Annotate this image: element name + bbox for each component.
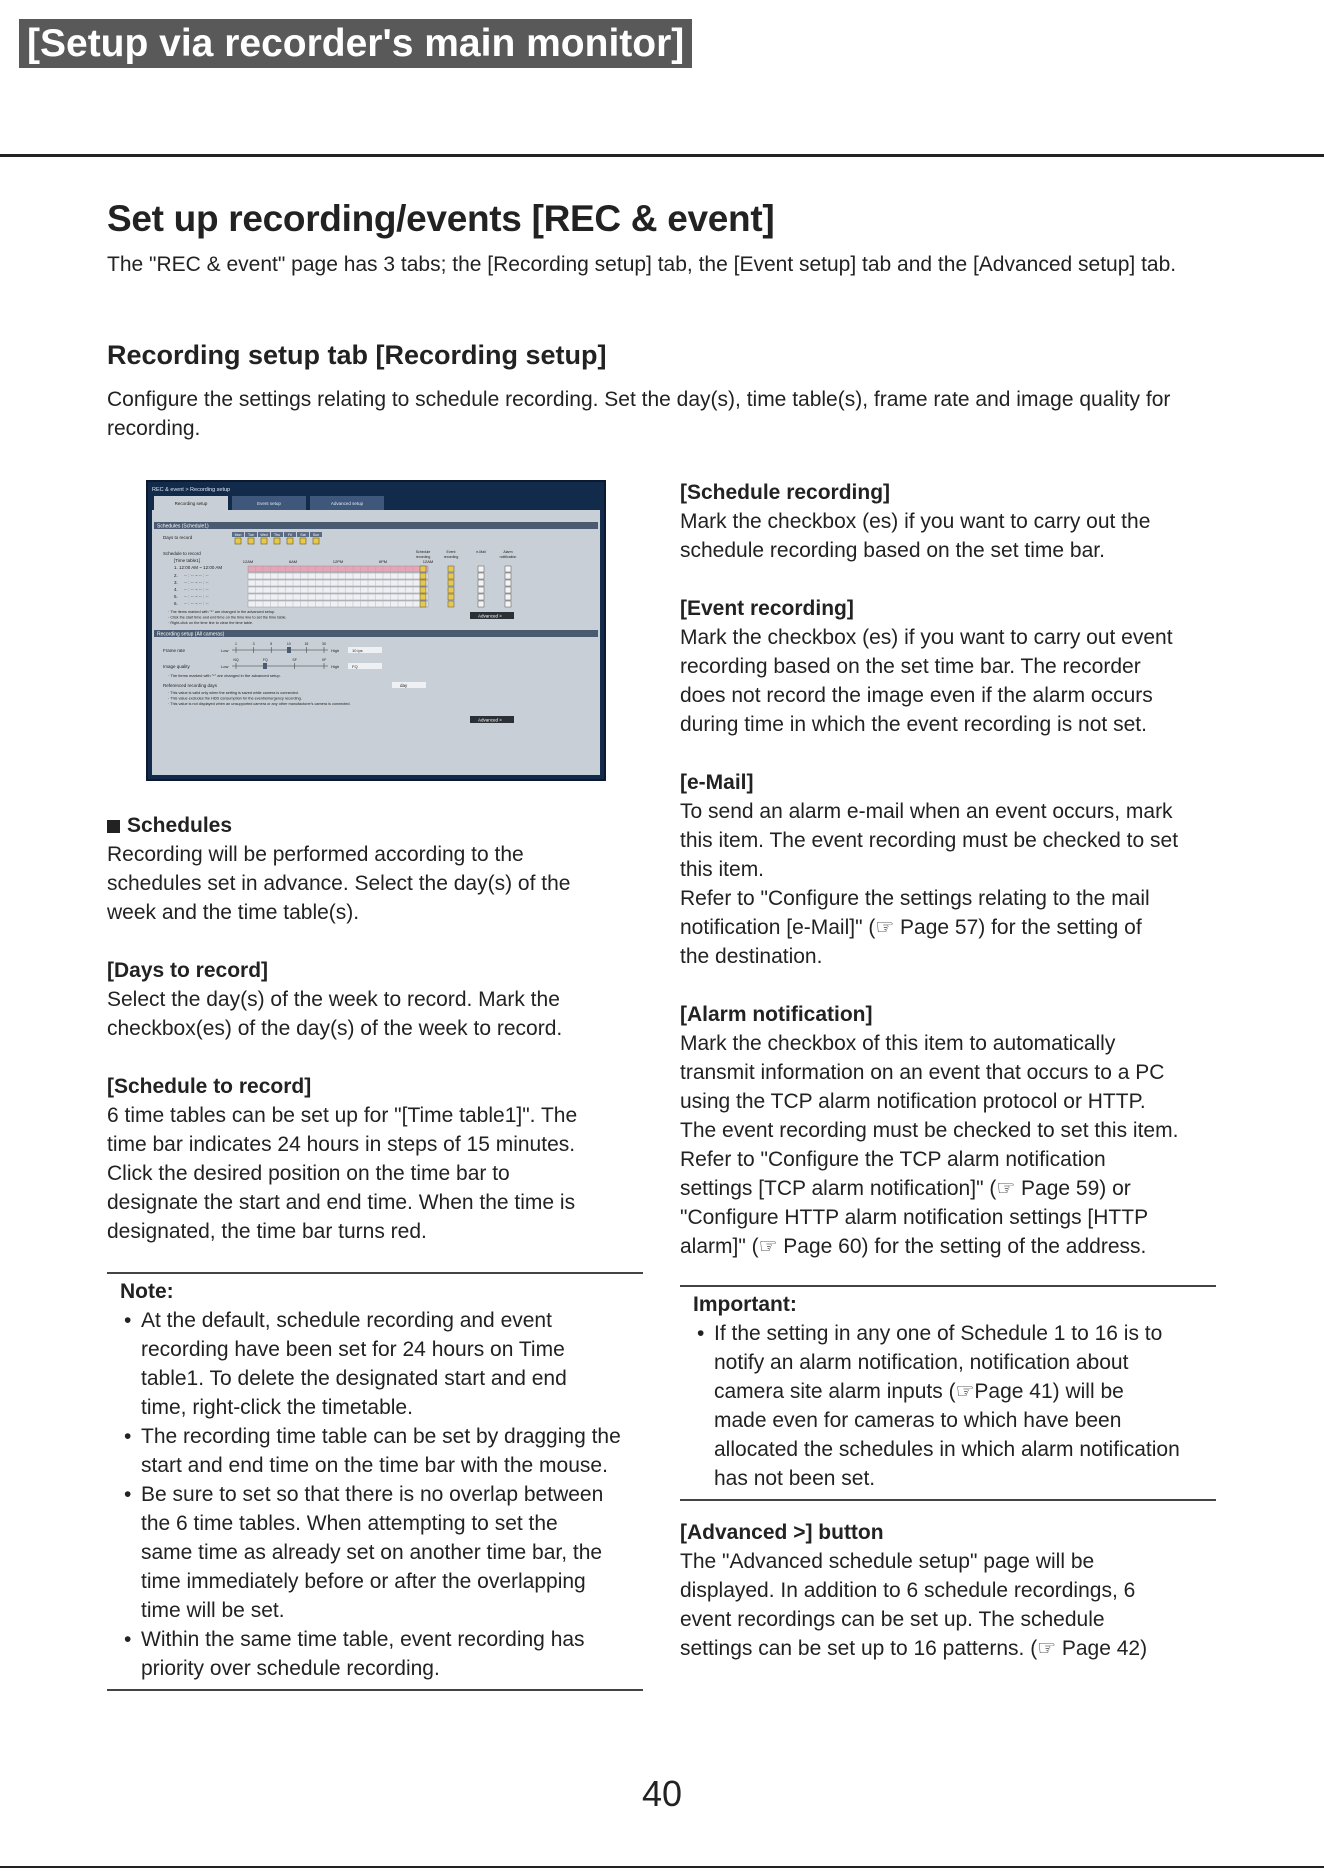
- text-line: • Be sure to set so that there is no overlap between: [141, 1483, 604, 1506]
- text-line: recording based on the set time bar. The recorder: [680, 655, 1141, 678]
- shot-tab-label: Recording setup: [174, 501, 208, 506]
- shot-schedules-header: Schedules (Schedule1): [157, 523, 209, 530]
- section-title: Recording setup tab [Recording setup]: [107, 340, 607, 370]
- text-line: using the TCP alarm notification protocol or HTTP.: [680, 1090, 1146, 1113]
- text-line: • Within the same time table, event recording has: [141, 1628, 585, 1651]
- text-line: time, right-click the timetable.: [141, 1396, 413, 1419]
- shot-note: · Click the start time and end time on the time line to set the time table.: [168, 615, 287, 620]
- shot-col-header: Alarm: [503, 550, 513, 554]
- shot-day-checkbox: [274, 538, 280, 544]
- shot-checkbox: [478, 587, 484, 593]
- shot-row-range: -- : -- ~ -- : --: [184, 594, 209, 599]
- shot-col-header: e-Mail: [476, 550, 486, 554]
- text-line: Recording will be performed according to the: [107, 843, 524, 866]
- shot-day-label: Sun: [312, 533, 320, 537]
- text-line: • The recording time table can be set by dragging the: [141, 1425, 621, 1448]
- important-label: Important:: [693, 1293, 797, 1316]
- shot-checkbox: [448, 573, 454, 579]
- shot-day-checkbox: [248, 538, 254, 544]
- shot-referenced-value: day: [400, 683, 408, 688]
- shot-day-label: Wed: [260, 533, 268, 537]
- shot-days-label: Days to record: [163, 535, 193, 540]
- list-item: [107, 1306, 643, 1422]
- shot-checkbox: [478, 594, 484, 600]
- shot-day-checkbox: [313, 538, 319, 544]
- text-line: The "Advanced schedule setup" page will be: [680, 1550, 1095, 1573]
- shot-rec-header: Recording setup (All cameras): [157, 631, 225, 638]
- shot-row-range: -- : -- ~ -- : --: [184, 580, 209, 585]
- shot-slider-tick-label: FQ: [262, 658, 268, 662]
- shot-col-header: Event: [446, 550, 456, 554]
- text-line: the 6 time tables. When attempting to set the: [141, 1512, 558, 1535]
- shot-row-range: -- : -- ~ -- : --: [184, 587, 209, 592]
- shot-time-range: 1. 12:00 AM ~ 12:00 AM: [174, 565, 223, 570]
- shot-slider-tick-label: NQ: [233, 658, 239, 662]
- chapter-header: [Setup via recorder's main monitor]: [19, 19, 692, 68]
- text-line: Mark the checkbox (es) if you want to carry out the: [680, 510, 1151, 533]
- text-line: designated, the time bar turns red.: [107, 1220, 427, 1243]
- shot-checkbox: [448, 566, 454, 572]
- shot-day-label: Sat: [300, 533, 306, 537]
- shot-ref-note: · This value is not displayed when an unsupported camera or any other manufacturer's camera is connected.: [168, 702, 351, 706]
- schedule-to-record-body: [107, 1101, 647, 1246]
- shot-axis-label: 12PM: [332, 559, 344, 564]
- note-label: Note:: [120, 1280, 174, 1303]
- shot-slider-thumb: [263, 663, 267, 669]
- text-line: this item.: [680, 858, 765, 881]
- event-recording-body: [680, 623, 1225, 739]
- text-line: made even for cameras to which have been: [714, 1409, 1122, 1432]
- shot-row-number: 3.: [174, 580, 178, 585]
- shot-checkbox: [420, 601, 426, 607]
- shot-schedule-label: Schedule to record: [163, 551, 201, 556]
- shot-note: · Right-click on the time line to clear the time table.: [168, 621, 254, 625]
- shot-slider-thumb: [287, 647, 291, 653]
- schedules-body: [107, 840, 647, 927]
- alarm-notification-body: [680, 1029, 1225, 1261]
- days-to-record-body: [107, 985, 647, 1043]
- shot-breadcrumb: REC & event > Recording setup: [152, 487, 231, 493]
- shot-col-header: recording: [415, 555, 431, 559]
- shot-checkbox: [420, 566, 426, 572]
- shot-slider-tick-label: 10: [286, 642, 291, 646]
- square-bullet-icon: [107, 820, 120, 833]
- shot-checkbox: [505, 594, 511, 600]
- left-column: [107, 811, 647, 1246]
- text-line: Refer to "Configure the settings relating to the mail: [680, 887, 1150, 910]
- text-line: schedules set in advance. Select the day(s) of the: [107, 872, 571, 895]
- page-intro: The "REC & event" page has 3 tabs; the [Recording setup] tab, the [Event setup] tab and the [Advanced setup] tab.: [107, 253, 1177, 276]
- shot-day-label: Mon: [234, 533, 242, 537]
- text-line: To send an alarm e-mail when an event occurs, mark: [680, 800, 1173, 823]
- shot-row-number: 4.: [174, 587, 178, 592]
- shot-day-checkbox: [300, 538, 306, 544]
- text-line: settings can be set up to 16 patterns. (☞ Page 42): [680, 1637, 1148, 1660]
- text-line: event recordings can be set up. The schedule: [680, 1608, 1105, 1631]
- shot-slider-tick-label: 5: [270, 642, 273, 646]
- shot-slider-tick-label: 30: [322, 642, 326, 646]
- advanced-button-heading: [Advanced >] button: [680, 1521, 884, 1544]
- text-line: checkbox(es) of the day(s) of the week to record.: [107, 1017, 563, 1040]
- text-line: priority over schedule recording.: [141, 1657, 440, 1680]
- note-box: [107, 1272, 643, 1691]
- email-body: [680, 797, 1225, 971]
- shot-checkbox: [420, 594, 426, 600]
- svg-text:Advanced >: Advanced >: [478, 717, 502, 723]
- text-line: camera site alarm inputs (☞Page 41) will be: [714, 1380, 1124, 1403]
- right-column: [680, 478, 1225, 1261]
- schedule-recording-body: [680, 507, 1225, 565]
- shot-axis-label: 12AM: [242, 559, 254, 564]
- shot-frame-rate-label: Frame rate: [163, 648, 186, 653]
- text-line: "Configure HTTP alarm notification settings [HTTP: [680, 1206, 1149, 1229]
- shot-checkbox: [420, 587, 426, 593]
- recording-setup-screenshot: [146, 480, 606, 781]
- page-number: 40: [641, 1773, 683, 1814]
- shot-slider-value: 10 ips: [352, 648, 363, 653]
- shot-row-range: -- : -- ~ -- : --: [184, 573, 209, 578]
- text-line: notify an alarm notification, notification about: [714, 1351, 1129, 1374]
- shot-slider-tick-label: 3: [252, 642, 255, 646]
- shot-time-table-label: [Time table1]: [174, 558, 200, 563]
- shot-ref-note: · This value is valid only when the setting is saved while camera is connected.: [168, 691, 299, 695]
- footer-divider: [0, 1866, 1324, 1868]
- days-to-record-heading: [Days to record]: [107, 959, 269, 982]
- shot-note: · The items marked with "*" are changed in the advanced setup.: [168, 610, 276, 614]
- list-item: [107, 1480, 643, 1625]
- shot-iq-note: · The items marked with "*" are changed in the advanced setup.: [168, 673, 281, 678]
- text-line: The event recording must be checked to set this item.: [680, 1119, 1179, 1142]
- text-line: time immediately before or after the overlapping: [141, 1570, 586, 1593]
- shot-day-checkbox: [287, 538, 293, 544]
- section-intro: Configure the settings relating to schedule recording. Set the day(s), time table(s), frame rate and image quality for recording.: [107, 388, 1171, 440]
- text-line: Refer to "Configure the TCP alarm notification: [680, 1148, 1106, 1171]
- text-line: • At the default, schedule recording and event: [141, 1309, 552, 1332]
- shot-row-number: 6.: [174, 601, 178, 606]
- text-line: 6 time tables can be set up for "[Time table1]". The: [107, 1104, 578, 1127]
- text-line: the destination.: [680, 945, 823, 968]
- list-item: [107, 1422, 643, 1480]
- text-line: does not record the image even if the alarm occurs: [680, 684, 1153, 707]
- shot-day-label: Fri: [287, 533, 293, 537]
- shot-checkbox: [505, 580, 511, 586]
- text-line: • If the setting in any one of Schedule 1 to 16 is to: [714, 1322, 1163, 1345]
- header-divider: [0, 154, 1324, 157]
- shot-row-range: -- : -- ~ -- : --: [184, 601, 209, 606]
- shot-checkbox: [448, 594, 454, 600]
- email-heading: [e-Mail]: [680, 771, 754, 794]
- shot-tab-label: Event setup: [257, 501, 281, 506]
- schedules-heading: Schedules: [107, 811, 647, 840]
- important-box: [680, 1285, 1216, 1501]
- text-line: allocated the schedules in which alarm notification: [714, 1438, 1180, 1461]
- shot-checkbox: [448, 587, 454, 593]
- shot-col-header: recording: [443, 555, 459, 559]
- text-line: during time in which the event recording is not set.: [680, 713, 1147, 736]
- text-line: Select the day(s) of the week to record. Mark the: [107, 988, 560, 1011]
- shot-slider-tick-label: 15: [304, 642, 309, 646]
- list-item: [107, 1625, 643, 1683]
- shot-checkbox: [478, 601, 484, 607]
- shot-slider-value: FQ: [352, 664, 358, 669]
- svg-text:Advanced >: Advanced >: [478, 613, 502, 619]
- shot-ref-note: · This value excludes the HDD consumption for the event/emergency recording.: [168, 696, 302, 701]
- text-line: table1. To delete the designated start and end: [141, 1367, 567, 1390]
- text-line: alarm]" (☞ Page 60) for the setting of the address.: [680, 1235, 1147, 1258]
- shot-row-number: 5.: [174, 594, 178, 599]
- text-line: start and end time on the time bar with the mouse.: [141, 1454, 608, 1477]
- text-line: displayed. In addition to 6 schedule recordings, 6: [680, 1579, 1136, 1602]
- shot-referenced-label: Referenced recording days: [163, 683, 218, 688]
- shot-slider-low: Low: [221, 648, 229, 653]
- shot-slider-tick-label: 1: [235, 642, 237, 646]
- shot-checkbox: [478, 573, 484, 579]
- advanced-button-section: [680, 1518, 1225, 1663]
- shot-checkbox: [505, 573, 511, 579]
- important-list: [680, 1319, 1216, 1493]
- text-line: Click the desired position on the time bar to: [107, 1162, 510, 1185]
- shot-checkbox: [420, 580, 426, 586]
- text-line: week and the time table(s).: [107, 901, 360, 924]
- shot-checkbox: [448, 580, 454, 586]
- text-line: notification [e-Mail]" (☞ Page 57) for the setting of: [680, 916, 1142, 939]
- shot-slider-tick-label: XF: [321, 658, 327, 662]
- shot-axis-label: 6AM: [288, 559, 298, 564]
- shot-col-header: notification: [499, 555, 517, 559]
- shot-checkbox: [505, 587, 511, 593]
- page-title: Set up recording/events [REC & event]: [107, 198, 775, 239]
- text-line: settings [TCP alarm notification]" (☞ Page 59) or: [680, 1177, 1131, 1200]
- note-list: [107, 1306, 643, 1683]
- shot-day-checkbox: [261, 538, 267, 544]
- text-line: has not been set.: [714, 1467, 876, 1490]
- schedule-recording-heading: [Schedule recording]: [680, 481, 891, 504]
- text-line: time bar indicates 24 hours in steps of 15 minutes.: [107, 1133, 576, 1156]
- shot-checkbox: [505, 566, 511, 572]
- text-line: Mark the checkbox of this item to automatically: [680, 1032, 1116, 1055]
- schedule-to-record-heading: [Schedule to record]: [107, 1075, 312, 1098]
- shot-checkbox: [478, 580, 484, 586]
- text-line: time will be set.: [141, 1599, 285, 1622]
- shot-slider-high: High: [331, 648, 340, 653]
- shot-row-number: 2.: [174, 573, 178, 578]
- text-line: designate the start and end time. When the time is: [107, 1191, 576, 1214]
- shot-checkbox: [420, 573, 426, 579]
- text-line: recording have been set for 24 hours on Time: [141, 1338, 565, 1361]
- text-line: Mark the checkbox (es) if you want to carry out event: [680, 626, 1173, 649]
- shot-axis-label: 12AM: [422, 559, 434, 564]
- shot-slider-high: High: [331, 664, 340, 669]
- alarm-notification-heading: [Alarm notification]: [680, 1003, 873, 1026]
- shot-day-checkbox: [235, 538, 241, 544]
- text-line: this item. The event recording must be checked to set: [680, 829, 1179, 852]
- list-item: [680, 1319, 1216, 1493]
- shot-axis-label: 6PM: [378, 559, 388, 564]
- shot-checkbox: [448, 601, 454, 607]
- text-line: same time as already set on another time bar, the: [141, 1541, 603, 1564]
- shot-slider-low: Low: [221, 664, 229, 669]
- shot-day-label: Tue: [248, 533, 254, 537]
- shot-image-quality-label: Image quality: [163, 664, 190, 669]
- shot-slider-tick-label: SF: [292, 658, 297, 662]
- shot-day-label: Thu: [273, 533, 281, 537]
- text-line: schedule recording based on the set time bar.: [680, 539, 1105, 562]
- shot-tab-label: Advanced setup: [330, 501, 364, 506]
- shot-checkbox: [478, 566, 484, 572]
- shot-checkbox: [505, 601, 511, 607]
- event-recording-heading: [Event recording]: [680, 597, 854, 620]
- advanced-button-body: [680, 1547, 1225, 1663]
- shot-col-header: Schedule: [415, 550, 431, 554]
- text-line: transmit information on an event that occurs to a PC: [680, 1061, 1165, 1084]
